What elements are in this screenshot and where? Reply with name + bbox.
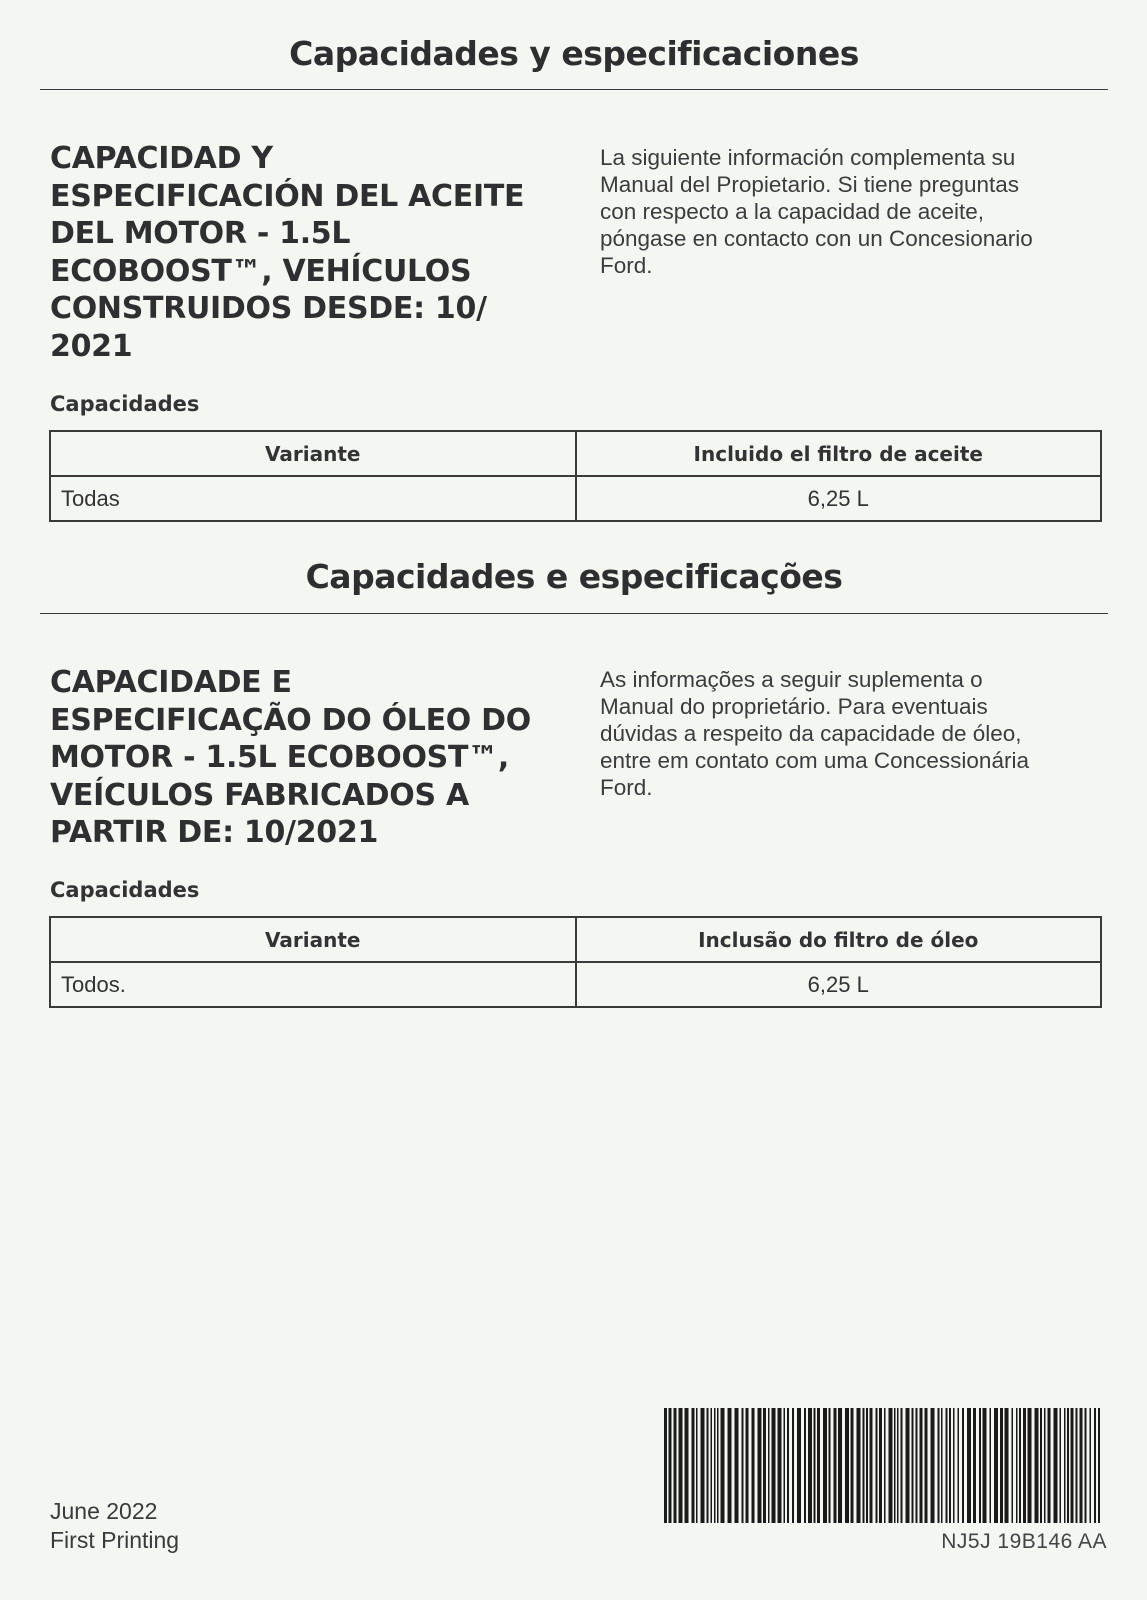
barcode-bar [938, 1408, 940, 1523]
barcode-bar [817, 1408, 820, 1523]
barcode-bar [707, 1408, 709, 1523]
barcode-bar [879, 1408, 882, 1523]
barcode-bar [884, 1408, 886, 1523]
capacities-table-es [49, 430, 1102, 522]
barcode-bar [735, 1408, 739, 1523]
column-header-variant: Variante [50, 431, 576, 476]
cell-variant: Todas [50, 476, 576, 521]
section-heading-es: CAPACIDAD Y ESPECIFICACIÓN DEL ACEITE DEL MOTOR - 1.5L ECOBOOST™, VEHÍCULOS CONSTRUIDOS DESDE: 10/ 2021 [50, 141, 525, 364]
barcode-bar [851, 1408, 854, 1523]
barcode-bar [925, 1408, 928, 1523]
barcode-bar [717, 1408, 719, 1523]
table-header-row [50, 917, 1101, 962]
barcode-bar [778, 1408, 782, 1523]
barcode-bar [1076, 1408, 1078, 1523]
barcode-bar [920, 1408, 923, 1523]
footer-printing: First Printing [50, 1527, 180, 1553]
barcode-bar [1012, 1408, 1014, 1523]
barcode-bar [808, 1408, 812, 1523]
barcode-bar [752, 1408, 755, 1523]
page-title-pt: Capacidades e especificações [305, 557, 843, 596]
barcode-bar [1060, 1408, 1062, 1523]
barcode-bar [714, 1408, 716, 1523]
title-divider-pt [40, 613, 1108, 614]
barcode-bar [797, 1408, 801, 1523]
barcode-bar [838, 1408, 842, 1523]
barcode-bar [1005, 1408, 1009, 1523]
barcode-bar [967, 1408, 971, 1523]
barcode-bar [1094, 1408, 1096, 1523]
barcode-bar [692, 1408, 695, 1523]
barcode-bar [772, 1408, 776, 1523]
barcode-bar [1048, 1408, 1051, 1523]
barcode-bar [679, 1408, 683, 1523]
barcode-bar [1064, 1408, 1066, 1523]
barcode-bar [1071, 1408, 1074, 1523]
barcode-bar [912, 1408, 914, 1523]
barcode-bar [814, 1408, 816, 1523]
barcode-bar [1028, 1408, 1032, 1523]
barcode-bar [1054, 1408, 1058, 1523]
table-row [50, 962, 1101, 1007]
barcode-bar [768, 1408, 770, 1523]
footer-date: June 2022 [50, 1498, 158, 1524]
barcode-bar [1098, 1408, 1100, 1523]
barcode-bar [979, 1408, 981, 1523]
barcode-bar [1035, 1408, 1039, 1523]
barcode-bar [784, 1408, 786, 1523]
barcode-bar [1016, 1408, 1018, 1523]
barcode-bar [990, 1408, 992, 1523]
capacities-table-pt [49, 916, 1102, 1008]
barcode-bar [674, 1408, 677, 1523]
barcode-bar [941, 1408, 943, 1523]
barcode-bar [889, 1408, 893, 1523]
barcode-bar [845, 1408, 849, 1523]
cell-capacity: 6,25 L [576, 962, 1102, 1007]
barcode-bar [906, 1408, 910, 1523]
cell-variant: Todos. [50, 962, 576, 1007]
barcode-bar [758, 1408, 762, 1523]
barcode-bar [721, 1408, 725, 1523]
barcode-bar [994, 1408, 998, 1523]
barcode-bar [876, 1408, 878, 1523]
barcode-bar [742, 1408, 744, 1523]
barcode-bar [823, 1408, 827, 1523]
capacities-heading-pt: Capacidades [50, 878, 200, 902]
section-heading-pt: CAPACIDADE E ESPECIFICAÇÃO DO ÓLEO DO MOTOR - 1.5L ECOBOOST™, VEÍCULOS FABRICADOS A PARTIR DE: 10/2021 [50, 665, 531, 850]
barcode-bar [746, 1408, 749, 1523]
barcode-bar [669, 1408, 672, 1523]
barcode-bar [685, 1408, 689, 1523]
barcode-bar [834, 1408, 837, 1523]
barcode-bar [728, 1408, 732, 1523]
barcode-bar [894, 1408, 896, 1523]
capacities-heading-es: Capacidades [50, 392, 200, 416]
barcode-bar [931, 1408, 935, 1523]
title-divider-es [40, 89, 1108, 90]
barcode-bar [953, 1408, 955, 1523]
barcode-bar [1044, 1408, 1046, 1523]
page-title-es: Capacidades y especificaciones [289, 34, 859, 73]
barcode-bar [1040, 1408, 1042, 1523]
barcode-bar [897, 1408, 899, 1523]
barcode-bar [763, 1408, 766, 1523]
barcode-bar [949, 1408, 951, 1523]
intro-text-es: La siguiente información complementa su Manual del Propietario. Si tiene preguntas con respecto a la capacidad de aceite, póngase en contacto con un Concesionario Ford. [600, 145, 1033, 278]
barcode-bar [804, 1408, 806, 1523]
barcode-bar [1019, 1408, 1021, 1523]
barcode-bar [1000, 1408, 1003, 1523]
barcode-bar [664, 1408, 667, 1523]
barcode-bar [1080, 1408, 1083, 1523]
barcode [664, 1408, 1102, 1523]
barcode-bar [701, 1408, 705, 1523]
column-header-oil-filter: Incluido el filtro de aceite [576, 431, 1102, 476]
table-header-row [50, 431, 1101, 476]
barcode-bar [1090, 1408, 1092, 1523]
barcode-bar [857, 1408, 861, 1523]
column-header-variant: Variante [50, 917, 576, 962]
barcode-bar [787, 1408, 789, 1523]
barcode-bar [829, 1408, 831, 1523]
barcode-bar [696, 1408, 698, 1523]
barcode-bar [973, 1408, 976, 1523]
barcode-bar [792, 1408, 794, 1523]
table-row [50, 476, 1101, 521]
barcode-bar [863, 1408, 865, 1523]
barcode-bar [946, 1408, 948, 1523]
barcode-bar [958, 1408, 960, 1523]
barcode-bar [962, 1408, 964, 1523]
barcode-bar [711, 1408, 713, 1523]
cell-capacity: 6,25 L [576, 476, 1102, 521]
barcode-bar [983, 1408, 987, 1523]
barcode-bar [916, 1408, 918, 1523]
barcode-bar [866, 1408, 868, 1523]
barcode-bar [1085, 1408, 1087, 1523]
intro-text-pt: As informações a seguir suplementa o Manual do proprietário. Para eventuais dúvidas a respeito da capacidade de óleo, entre em contato com uma Concessionária Ford. [600, 667, 1029, 800]
part-number: NJ5J 19B146 AA [941, 1530, 1107, 1553]
column-header-oil-filter: Inclusão do filtro de óleo [576, 917, 1102, 962]
barcode-bar [870, 1408, 873, 1523]
barcode-bar [1067, 1408, 1069, 1523]
barcode-bar [1023, 1408, 1026, 1523]
barcode-bar [901, 1408, 903, 1523]
